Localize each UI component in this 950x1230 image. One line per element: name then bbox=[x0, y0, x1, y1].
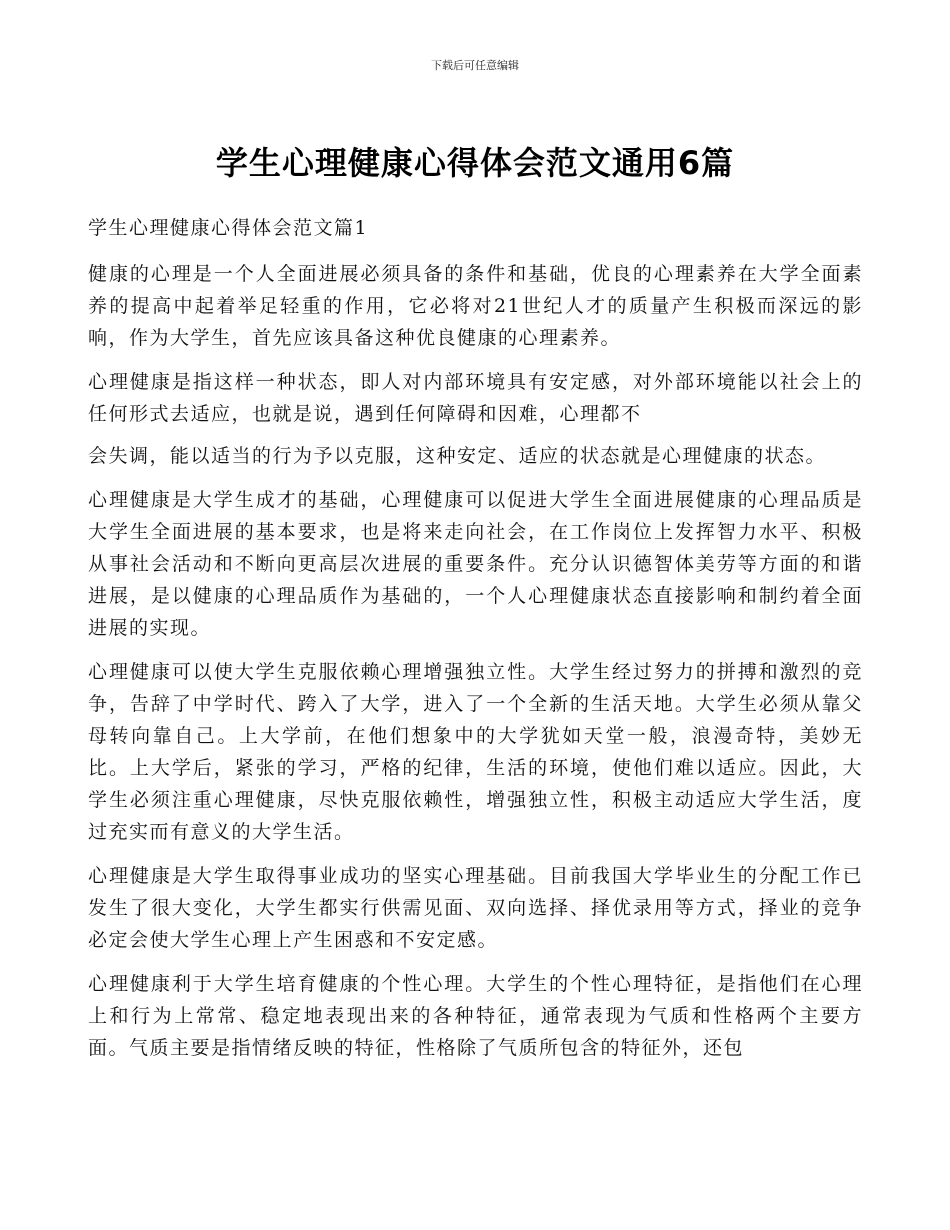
paragraph: 心理健康是指这样一种状态，即人对内部环境具有安定感，对外部环境能以社会上的任何形式去适应，也就是说，遇到任何障碍和因难，心理都不 bbox=[88, 371, 863, 425]
paragraph: 心理健康是大学生取得事业成功的坚实心理基础。目前我国大学毕业生的分配工作已发生了很大变化，大学生都实行供需见面、双向选择、择优录用等方式，择业的竞争必定会使大学生心理上产生困惑和不安定感。 bbox=[88, 865, 863, 951]
header-note: 下载后可任意编辑 bbox=[431, 59, 519, 72]
document-title: 学生心理健康心得体会范文通用6篇 bbox=[215, 144, 735, 182]
paragraph: 心理健康可以使大学生克服依赖心理增强独立性。大学生经过努力的拼搏和激烈的竞争，告辞了中学时代、跨入了大学，进入了一个全新的生活天地。大学生必须从靠父母转向靠自己。上大学前，在他们想象中的大学犹如天堂一般，浪漫奇特，美妙无比。上大学后，紧张的学习，严格的纪律，生活的环境，使他们难以适应。因此，大学生必须注重心理健康，尽快克服依赖性，增强独立性，积极主动适应大学生活，度过充实而有意义的大学生活。 bbox=[88, 661, 863, 843]
paragraph: 心理健康利于大学生培育健康的个性心理。大学生的个性心理特征，是指他们在心理上和行为上常常、稳定地表现出来的各种特征，通常表现为气质和性格两个主要方面。气质主要是指情绪反映的特征，性格除了气质所包含的特征外，还包 bbox=[88, 973, 863, 1059]
section-heading: 学生心理健康心得体会范文篇1 bbox=[88, 217, 369, 239]
document-body bbox=[88, 212, 863, 1076]
paragraph: 健康的心理是一个人全面进展必须具备的条件和基础，优良的心理素养在大学全面素养的提高中起着举足轻重的作用，它必将对21世纪人才的质量产生积极而深远的影响，作为大学生，首先应该具备这种优良健康的心理素养。 bbox=[88, 263, 863, 349]
paragraph: 心理健康是大学生成才的基础，心理健康可以促进大学生全面进展健康的心理品质是大学生全面进展的基本要求，也是将来走向社会，在工作岗位上发挥智力水平、积极从事社会活动和不断向更高层次进展的重要条件。充分认识德智体美劳等方面的和谐进展，是以健康的心理品质作为基础的，一个人心理健康状态直接影响和制约着全面进展的实现。 bbox=[88, 489, 863, 639]
paragraph: 会失调，能以适当的行为予以克服，这种安定、适应的状态就是心理健康的状态。 bbox=[88, 445, 827, 467]
